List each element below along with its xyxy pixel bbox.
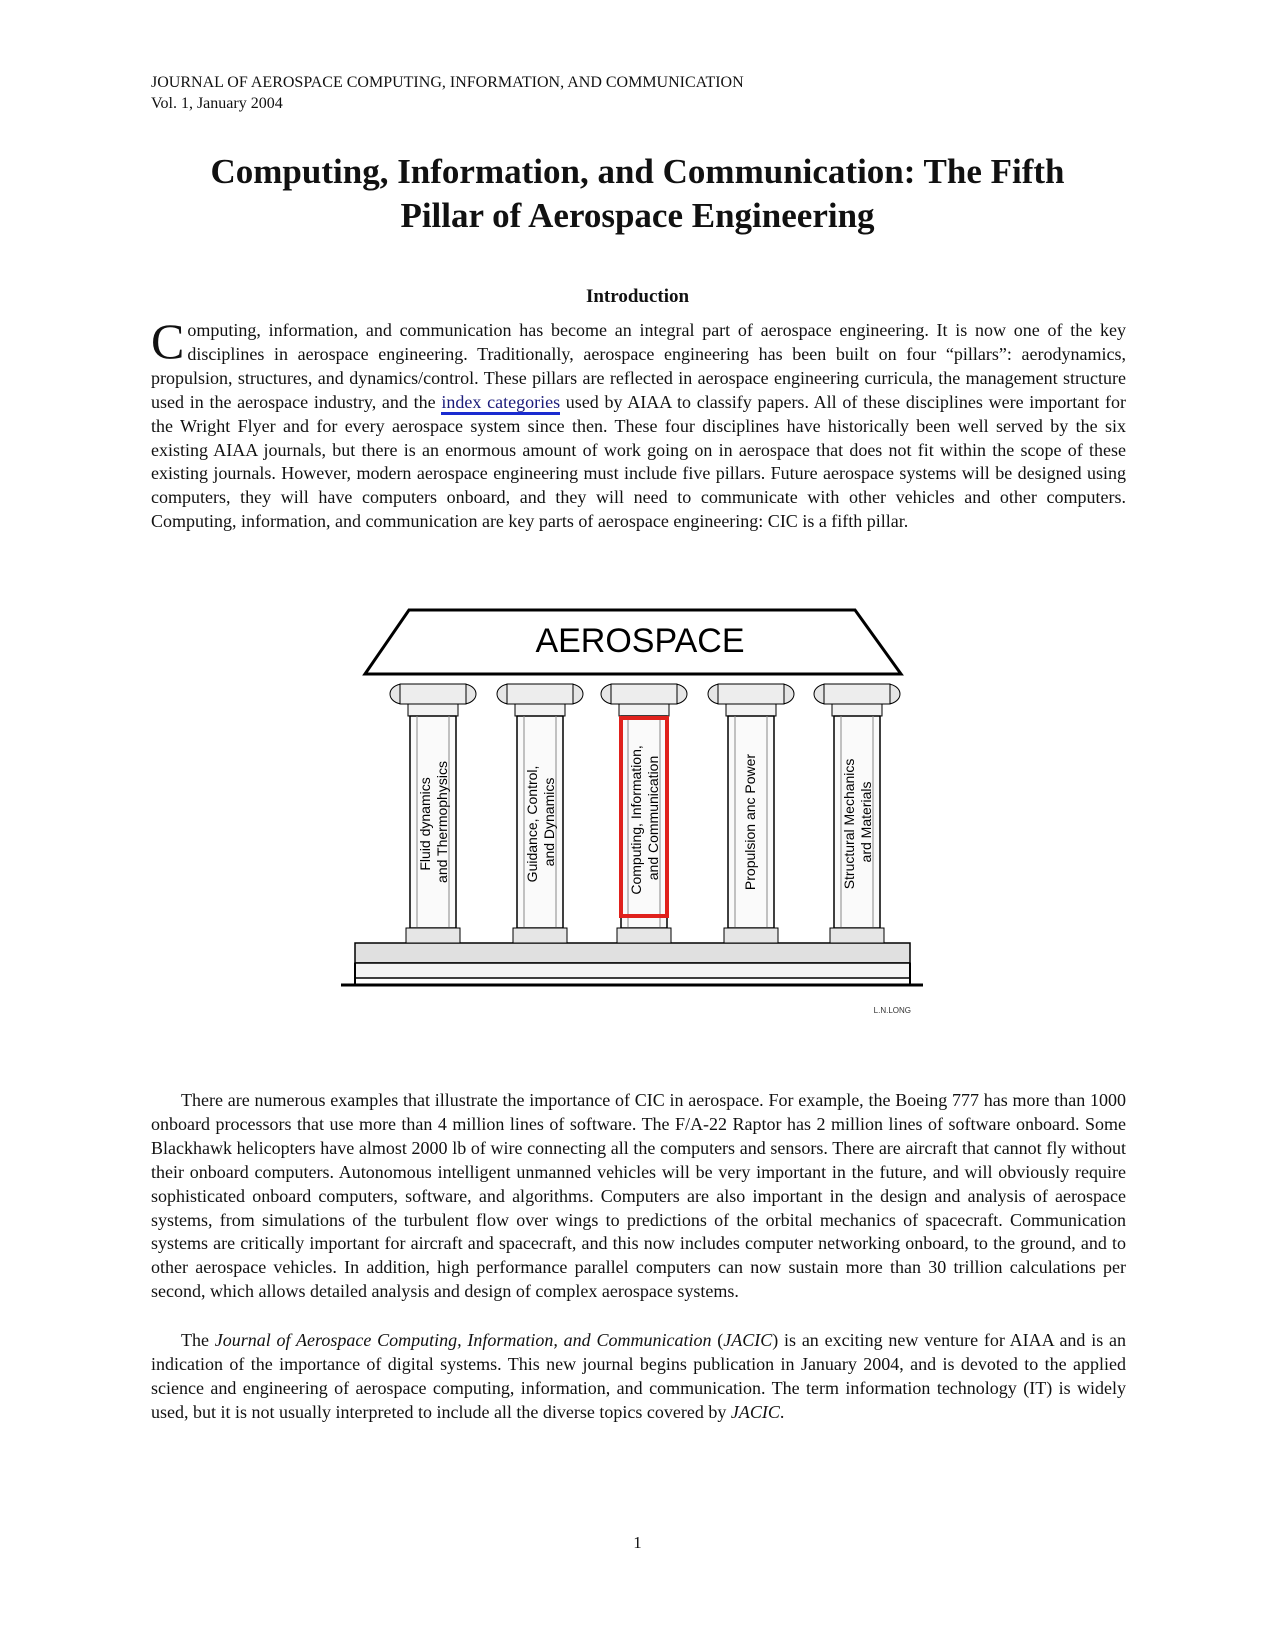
pillar-1 <box>390 684 476 943</box>
svg-text:Guidance, Control, a <box>524 762 557 883</box>
svg-text:Propulsion anc Power <box>742 754 758 891</box>
p3-journal-name: Journal of Aerospace Computing, Information, and Communication <box>214 1330 712 1350</box>
page-number: 1 <box>633 1533 642 1552</box>
index-categories-link[interactable]: index categories <box>441 392 560 415</box>
p3-abbrev-2: JACIC <box>730 1401 780 1422</box>
title-line-2: Pillar of Aerospace Engineering <box>400 196 875 235</box>
pillar-2 <box>497 684 583 943</box>
p3-abbrev: JACIC <box>723 1330 773 1350</box>
pillar-5-line2: ard Materials <box>858 781 874 863</box>
pillar-3-line2: and Communication <box>645 755 661 881</box>
p3-text-1: The <box>181 1330 215 1350</box>
temple-base <box>341 943 923 985</box>
pillar-5-line1: Structural Mechanics <box>841 758 857 890</box>
roof-label: AEROSPACE <box>535 622 745 660</box>
pillars-diagram <box>341 608 963 1071</box>
intro-paragraph <box>151 313 1127 534</box>
paper-title <box>140 150 1135 238</box>
pillar-1-line1: Fluid dynamics <box>417 777 433 871</box>
title-line-1: Computing, Information, and Communication: The Fifth <box>210 152 1065 191</box>
intro-text-1: omputing, information, and communication has become an integral part of aerospace engineering. It is now one of the key disciplines in aerospace engineering. Traditionally, aerospace engineering has been built on four “pillars”: aerodynamics, propulsion, structures, and dynamics/control. These pillars are reflected in aerospace engineering curricula, the management structure used in the aerospace industry, and the <box>151 320 1126 412</box>
body-paragraph-2: There are numerous examples that illustrate the importance of CIC in aerospace. For example, the Boeing 777 has more than 1000 onboard processors that use more than 4 million lines of software. The F/A-22 Raptor has 2 million lines of software onboard. Some Blackhawk helicopters have almost 2000 lb of wire connecting all the computers and sensors. There are aircraft that cannot fly without their onboard computers. Autonomous intelligent unmanned vehicles will be very important in the future, and will obviously require sophisticated onboard computers, software, and algorithms. Computers are also important in the design and analysis of aerospace systems, from simulations of the turbulent flow over wings to predictions of the orbital mechanics of spacecraft. Communication systems are critically important for aircraft and spacecraft, and this now includes computer networking onboard, to the ground, and to other aerospace vehicles. In addition, high performance parallel computers can now sustain more than 30 trillion calculations per second, which allows detailed analysis and design of complex aerospace systems. <box>151 1090 1126 1302</box>
running-head <box>151 72 744 114</box>
section-heading: Introduction <box>585 286 690 307</box>
pillar-3 <box>601 684 687 943</box>
p3-text-2: ( <box>711 1330 724 1350</box>
pillar-4 <box>708 684 794 943</box>
pillars-figure <box>341 608 963 1071</box>
journal-name: JOURNAL OF AEROSPACE COMPUTING, INFORMATION, AND COMMUNICATION <box>151 74 744 91</box>
pillar-5 <box>814 684 900 943</box>
p3-text-4: . <box>779 1401 785 1422</box>
pillar-4-line1: Propulsion anc Power <box>742 753 758 891</box>
pillar-3-line1: Computing, Information, <box>628 745 644 895</box>
drop-cap: C <box>151 313 185 369</box>
volume-info: Vol. 1, January 2004 <box>151 95 283 112</box>
figure-credit: L.N.LONG <box>873 1006 911 1015</box>
pillar-1-line2: and Thermophysics <box>434 761 450 883</box>
body-paragraph-3 <box>151 1329 1126 1425</box>
intro-text-2: used by AIAA to classify papers. All of these disciplines were important for the Wright Flyer and for every aerospace system since then. These four disciplines have historically been well served by the six existing AIAA journals, but there is an enormous amount of work going on in aerospace that does not fit within the scope of these existing journals. However, modern aerospace engineering must include five pillars. Future aerospace systems will be designed using computers, they will have computers onboard, and they will need to communicate with other vehicles and other computers. Computing, information, and communication are key parts of aerospace engineering: CIC is a fifth pillar. <box>151 391 1127 532</box>
pillar-2-line1: Guidance, Control, <box>524 765 540 883</box>
svg-text:Computing, Information, <box>628 741 661 894</box>
svg-text:Fluid dynamics and T <box>417 761 450 883</box>
p3-text-3: ) is an exciting new venture for AIAA and is an indication of the importance of digital systems. This new journal begins publication in January 2004, and is devoted to the applied science and engineering of aerospace computing, information, and communication. The term information technology (IT) is widely used, but it is not usually interpreted to include all the diverse topics covered by <box>151 1330 1126 1422</box>
pillar-2-line2: and Dynamics <box>541 777 557 867</box>
